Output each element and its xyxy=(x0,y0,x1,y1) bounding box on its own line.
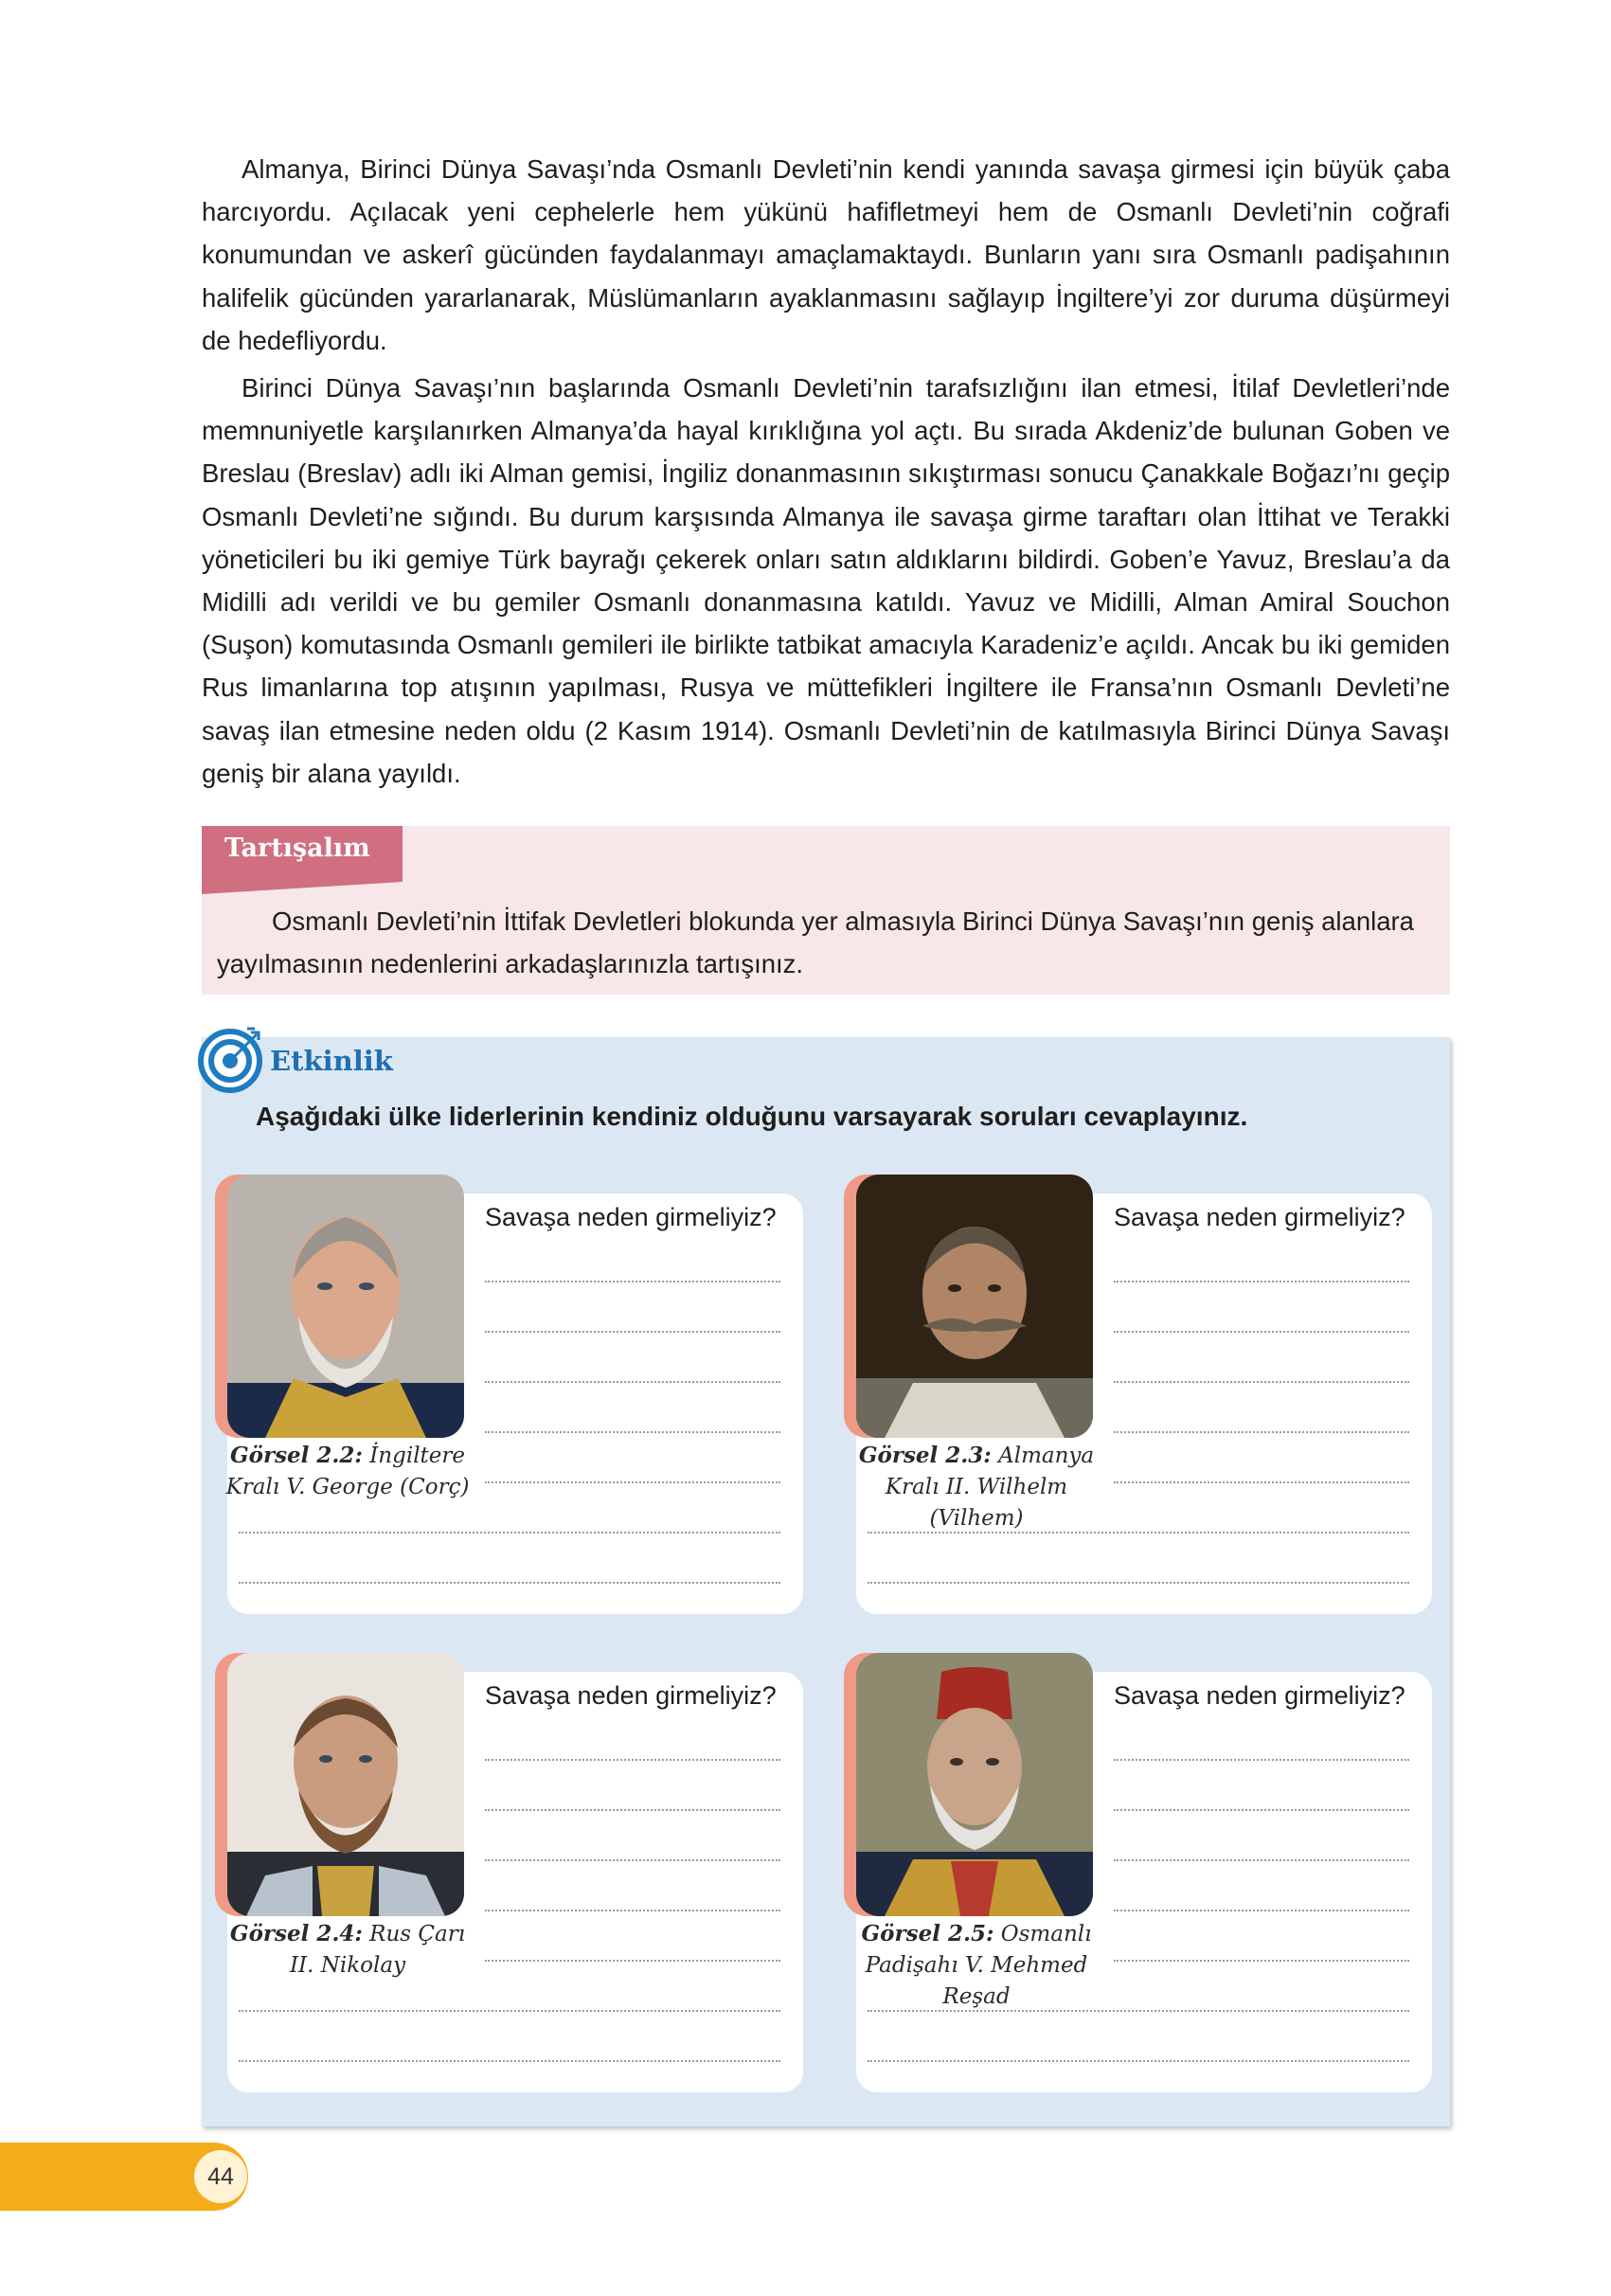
portrait-wilhelm-ii xyxy=(856,1175,1093,1438)
answer-line[interactable] xyxy=(1114,1809,1409,1811)
question-text: Savaşa neden girmeliyiz? xyxy=(485,1681,777,1710)
answer-line[interactable] xyxy=(239,1532,780,1534)
caption-line: II. Nikolay xyxy=(289,1953,406,1978)
caption-george-v xyxy=(224,1440,472,1503)
answer-line[interactable] xyxy=(1114,1859,1409,1861)
answer-line[interactable] xyxy=(1114,1381,1409,1383)
paragraph-2: Birinci Dünya Savaşı’nın başlarında Osmanlı Devleti’nin tarafsızlığını ilan etmesi, İtilaf Devletleri’nde memnuniyetle karşılanırken Almanya’da hayal kırıklığına yol açtı. Bu sırada Akdeniz’de bulunan Goben ve Breslau (Breslav) adlı iki Alman gemisi, İngiliz donanmasının sıkıştırması sonucu Çanakkale Boğazı’nı geçip Osmanlı Devleti’ne sığındı. Bu durum karşısında Almanya ile savaşa girme taraftarı olan İttihat ve Terakki yöneticileri bu iki gemiye Türk bayrağı çekerek onları satın aldıklarını bildirdi. Goben’e Yavuz, Breslau’a da Midilli adı verildi ve bu gemiler Osmanlı donanmasına katıldı. Yavuz ve Midilli, Alman Amiral Souchon (Suşon) komutasında Osmanlı gemileri ile birlikte tatbikat amacıyla Karadeniz’e açıldı. Ancak bu iki gemiden Rus limanlarına top atışının yapılması, Rusya ve müttefikleri İngiltere ile Fransa’nın Osmanlı Devleti’ne savaş ilan etmesine neden oldu (2 Kasım 1914). Osmanlı Devleti’nin de katılmasıyla Birinci Dünya Savaşı geniş bir alana yayıldı. xyxy=(202,373,1450,788)
answer-line[interactable] xyxy=(868,2060,1409,2062)
answer-line[interactable] xyxy=(239,1582,780,1584)
caption-label: Görsel 2.5: xyxy=(861,1921,994,1946)
answer-line[interactable] xyxy=(1114,1431,1409,1433)
answer-line[interactable] xyxy=(1114,1759,1409,1761)
question-text: Savaşa neden girmeliyiz? xyxy=(1114,1681,1405,1710)
discussion-text: Osmanlı Devleti’nin İttifak Devletleri blokunda yer almasıyla Birinci Dünya Savaşı’nın geniş alanlara yayılmasının nedenlerini arkadaşlarınızla tartışınız. xyxy=(217,906,1414,978)
answer-line[interactable] xyxy=(485,1809,780,1811)
caption-wilhelm-ii xyxy=(852,1440,1101,1534)
caption-line: Rus Çarı xyxy=(369,1922,466,1946)
answer-line[interactable] xyxy=(1114,1481,1409,1483)
page-number: 44 xyxy=(194,2150,247,2203)
answer-line[interactable] xyxy=(868,1582,1409,1584)
caption-line: (Vilhem) xyxy=(929,1506,1024,1531)
portrait-george-v xyxy=(227,1175,464,1438)
activity-title: Etkinlik xyxy=(270,1045,393,1077)
paragraph-1: Almanya, Birinci Dünya Savaşı’nda Osmanlı Devleti’nin kendi yanında savaşa girmesi için büyük çaba harcıyordu. Açılacak yeni cephelerle hem yükünü hafifletmeyi hem de Osmanlı Devleti’nin coğrafi konumundan ve askerî gücünden faydalanmayı amaçlamaktaydı. Bunların yanı sıra Osmanlı padişahının halifelik gücünden yararlanarak, Müslümanların ayaklanmasını sağlayıp İngiltere’yi zor duruma düşürmeyi de hedefliyordu. xyxy=(202,154,1450,355)
question-text: Savaşa neden girmeliyiz? xyxy=(1114,1203,1405,1231)
discussion-title: Tartışalım xyxy=(224,834,370,863)
answer-line[interactable] xyxy=(1114,1960,1409,1962)
answer-line[interactable] xyxy=(485,1910,780,1911)
caption-label: Görsel 2.4: xyxy=(229,1921,363,1946)
portrait-nicholas-ii xyxy=(227,1653,464,1916)
activity-instruction: Aşağıdaki ülke liderlerinin kendiniz olduğunu varsayarak soruları cevaplayınız. xyxy=(256,1102,1248,1131)
answer-line[interactable] xyxy=(485,1859,780,1861)
answer-line[interactable] xyxy=(485,1759,780,1761)
portrait-mehmed-v xyxy=(856,1653,1093,1916)
caption-line: Kralı V. George (Corç) xyxy=(225,1475,470,1499)
caption-line: Almanya xyxy=(998,1444,1095,1468)
answer-line[interactable] xyxy=(485,1381,780,1383)
caption-line: Reşad xyxy=(942,1984,1011,2009)
answer-line[interactable] xyxy=(239,2060,780,2062)
question-text: Savaşa neden girmeliyiz? xyxy=(485,1203,777,1231)
answer-line[interactable] xyxy=(485,1960,780,1962)
answer-line[interactable] xyxy=(239,2010,780,2012)
caption-label: Görsel 2.3: xyxy=(858,1443,992,1468)
answer-line[interactable] xyxy=(485,1331,780,1333)
answer-line[interactable] xyxy=(1114,1331,1409,1333)
caption-line: Kralı II. Wilhelm xyxy=(885,1475,1068,1499)
target-icon xyxy=(196,1021,270,1095)
caption-nicholas-ii xyxy=(224,1918,472,1982)
answer-line[interactable] xyxy=(485,1481,780,1483)
answer-line[interactable] xyxy=(485,1431,780,1433)
caption-line: Osmanlı xyxy=(1000,1922,1092,1946)
caption-label: Görsel 2.2: xyxy=(229,1443,363,1468)
caption-mehmed-v xyxy=(852,1918,1101,2013)
answer-line[interactable] xyxy=(1114,1281,1409,1283)
caption-line: İngiltere xyxy=(369,1444,466,1468)
answer-line[interactable] xyxy=(1114,1910,1409,1911)
caption-line: Padişahı V. Mehmed xyxy=(865,1953,1088,1978)
answer-line[interactable] xyxy=(485,1281,780,1283)
